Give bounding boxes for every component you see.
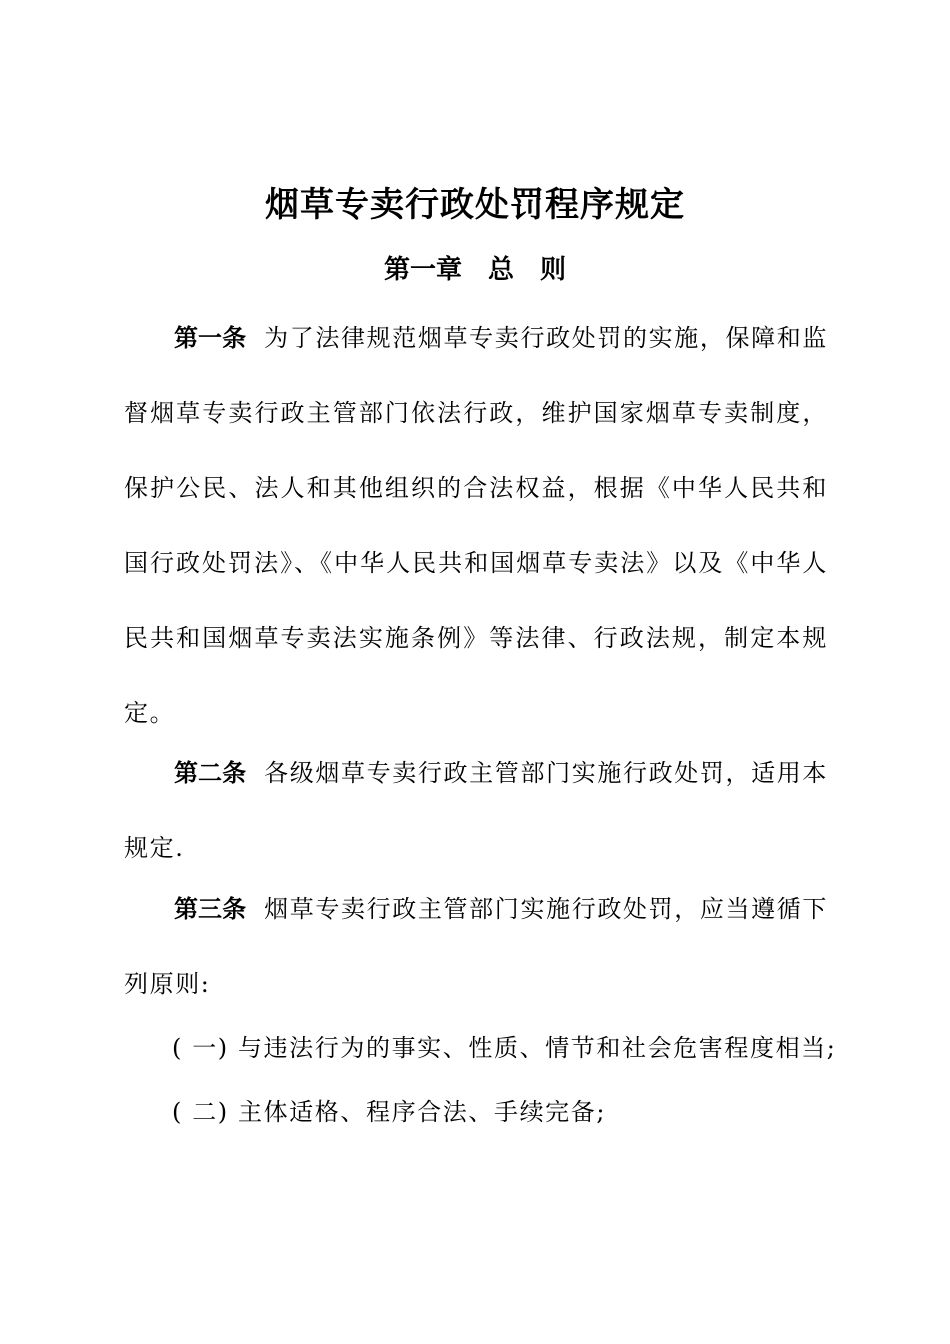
article-text: 为了法律规范烟草专卖行政处罚的实施，保障和监督烟草专卖行政主管部门依法行政，维护国家烟草专卖制度，保护公民、法人和其他组织的合法权益，根据《中华人民共和国行政处罚法》、《中华人民共和国烟草专卖法》以及《中华人民共和国烟草专卖法实施条例》等法律、行政法规，制定本规定。 xyxy=(124,324,829,727)
article-text: 各级烟草专卖行政主管部门实施行政处罚，适用本规定. xyxy=(124,759,829,862)
article-paragraph xyxy=(124,301,828,751)
article-label: 第一条 xyxy=(174,324,247,352)
list-item: ( 一) 与违法行为的事实、性质、情节和社会危害程度相当; xyxy=(172,1034,837,1062)
article-paragraph xyxy=(124,736,828,886)
article-text: 烟草专卖行政主管部门实施行政处罚，应当遵循下列原则: xyxy=(124,895,829,998)
chapter-heading: 第一章 总 则 xyxy=(383,255,566,285)
document-title: 烟草专卖行政处罚程序规定 xyxy=(265,185,685,225)
list-item: ( 二) 主体适格、程序合法、手续完备; xyxy=(172,1098,607,1126)
article-label: 第三条 xyxy=(174,895,247,923)
article-label: 第二条 xyxy=(174,759,247,787)
article-paragraph xyxy=(124,872,828,1022)
